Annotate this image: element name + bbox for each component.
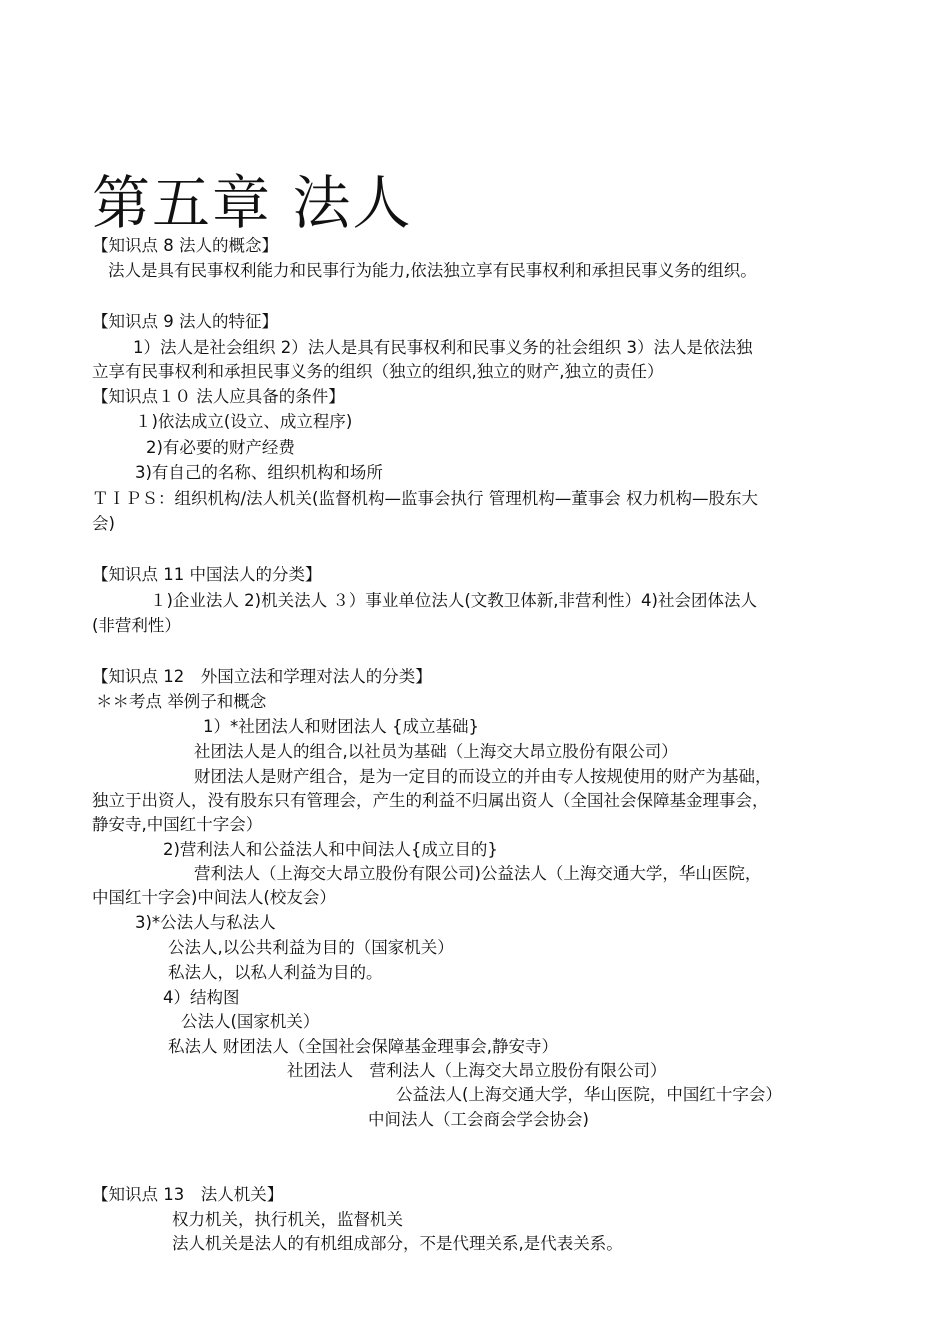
text-line: 1）法人是社会组织 2）法人是具有民事权利和民事义务的社会组织 3）法人是依法独: [133, 338, 753, 357]
text-line: 4）结构图: [163, 988, 240, 1007]
text-line: 社团法人是人的组合,以社员为基础（上海交大昂立股份有限公司）: [194, 742, 678, 761]
text-line: 社团法人 营利法人（上海交大昂立股份有限公司）: [287, 1061, 667, 1080]
text-line: 1）*社团法人和财团法人 {成立基础}: [203, 717, 479, 736]
text-line: 3)*公法人与私法人: [135, 913, 276, 932]
heading-kp9: 【知识点 9 法人的特征】: [92, 312, 278, 331]
text-line: 私法人 财团法人（全国社会保障基金理事会,静安寺）: [168, 1037, 558, 1056]
text-line: 公益法人(上海交通大学，华山医院，中国红十字会）: [396, 1085, 782, 1104]
text-line: 公法人,以公共利益为目的（国家机关）: [168, 938, 454, 957]
heading-kp8: 【知识点 8 法人的概念】: [92, 236, 278, 255]
text-line: 2)有必要的财产经费: [146, 438, 295, 457]
heading-kp11: 【知识点 11 中国法人的分类】: [92, 565, 322, 584]
text-line: (非营利性）: [92, 616, 181, 635]
text-line: ＊＊考点 举例子和概念: [96, 692, 267, 711]
text-line: 法人机关是法人的有机组成部分，不是代理关系,是代表关系。: [172, 1234, 623, 1253]
text-line: 3)有自己的名称、组织机构和场所: [135, 463, 383, 482]
tips-line: ＴＩＰＳ：组织机构/法人机关(监督机构—监事会执行 管理机构—董事会 权力机构—股东大: [92, 489, 758, 508]
text-line: 财团法人是财产组合，是为一定目的而设立的并由专人按规使用的财产为基础，: [194, 767, 772, 786]
text-line: 静安寺,中国红十字会）: [92, 815, 263, 834]
text-line: 会): [92, 514, 115, 533]
text-line: 立享有民事权利和承担民事义务的组织（独立的组织,独立的财产,独立的责任）: [92, 362, 664, 381]
text-line: 法人是具有民事权利能力和民事行为能力,依法独立享有民事权利和承担民事义务的组织。: [108, 261, 757, 280]
heading-kp13: 【知识点 13 法人机关】: [92, 1185, 284, 1204]
chapter-title: 第五章 法人: [92, 169, 413, 237]
text-line: 营利法人（上海交大昂立股份有限公司)公益法人（上海交通大学，华山医院，: [194, 864, 762, 883]
heading-kp10: 【知识点１０ 法人应具备的条件】: [92, 387, 345, 406]
text-line: １)依法成立(设立、成立程序): [135, 412, 353, 431]
text-line: 独立于出资人，没有股东只有管理会，产生的利益不归属出资人（全国社会保障基金理事会，: [92, 791, 769, 810]
text-line: 中间法人（工会商会学会协会): [368, 1110, 589, 1129]
text-line: 私法人，以私人利益为目的。: [168, 963, 383, 982]
text-line: 权力机关，执行机关，监督机关: [172, 1210, 403, 1229]
text-line: 公法人(国家机关）: [181, 1012, 320, 1031]
text-line: 2)营利法人和公益法人和中间法人{成立目的}: [163, 840, 498, 859]
text-line: １)企业法人 2)机关法人 ３）事业单位法人(文教卫体新,非营利性）4)社会团体法人: [150, 591, 757, 610]
text-line: 中国红十字会)中间法人(校友会）: [92, 888, 336, 907]
heading-kp12: 【知识点 12 外国立法和学理对法人的分类】: [92, 667, 432, 686]
